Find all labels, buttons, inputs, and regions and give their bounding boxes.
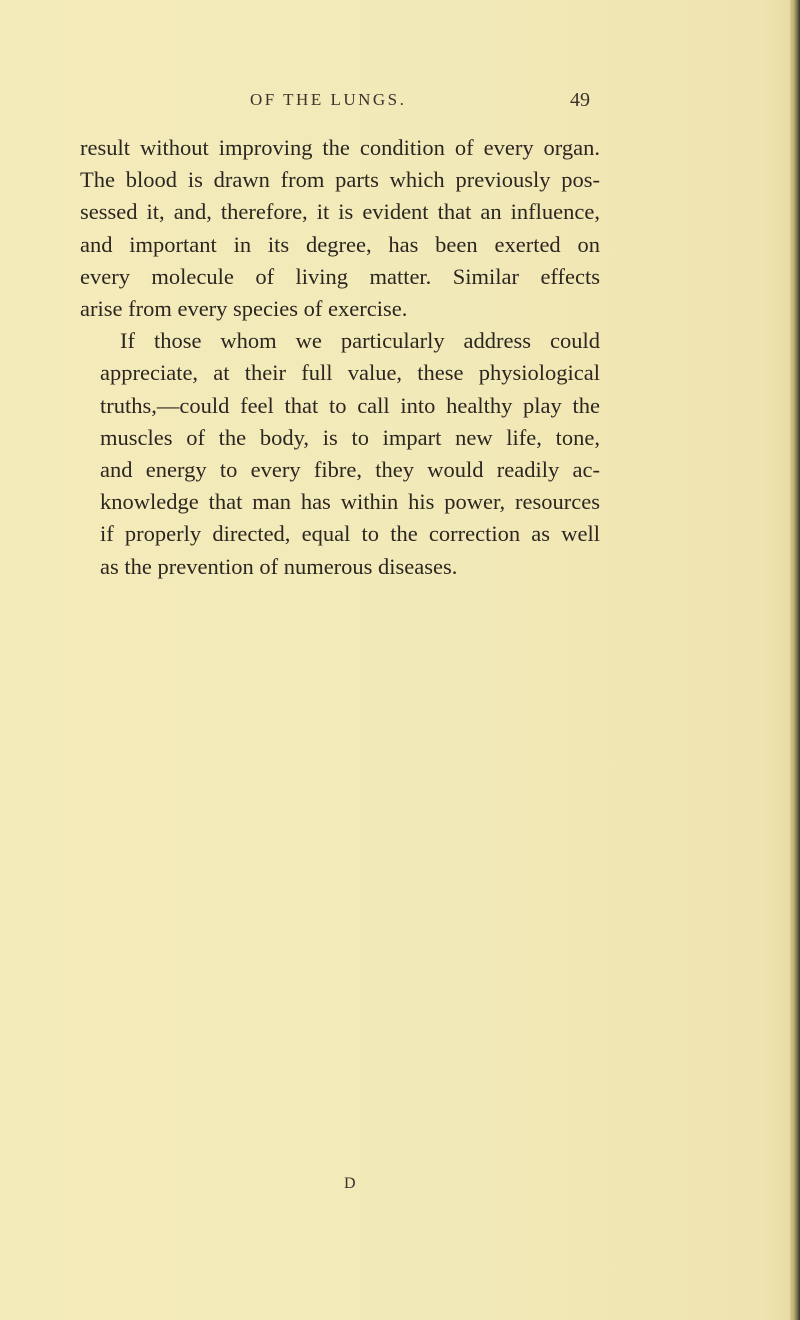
text-line: and energy to every fibre, they would readily ac-: [100, 457, 600, 483]
text-line: The blood is drawn from parts which previously pos-: [80, 167, 600, 193]
text-line: If those whom we particularly address could: [120, 328, 600, 354]
text-line: muscles of the body, is to impart new life, tone,: [100, 424, 600, 450]
paragraph-1: [80, 132, 600, 325]
signature-mark: D: [344, 1175, 357, 1192]
paragraph-2: [80, 325, 600, 583]
text-line: arise from every species of exercise.: [80, 296, 408, 322]
page-number: 49: [570, 89, 590, 111]
text-line: sessed it, and, therefore, it is evident that an influence,: [80, 199, 600, 225]
text-line: appreciate, at their full value, these physiological: [100, 360, 600, 386]
text-line: every molecule of living matter. Similar effects: [80, 263, 600, 289]
text-line: truths,—could feel that to call into healthy play the: [100, 392, 600, 418]
running-title: OF THE LUNGS.: [250, 90, 407, 109]
page-edge-shadow: [790, 0, 800, 1320]
running-head: [0, 86, 800, 114]
text-line: knowledge that man has within his power, resources: [100, 489, 600, 515]
text-line: and important in its degree, has been exerted on: [80, 231, 600, 257]
text-line: as the prevention of numerous diseases.: [100, 553, 458, 579]
text-line: if properly directed, equal to the correction as well: [100, 521, 600, 547]
body-text: [80, 132, 600, 583]
text-line: result without improving the condition of every organ.: [80, 135, 600, 160]
